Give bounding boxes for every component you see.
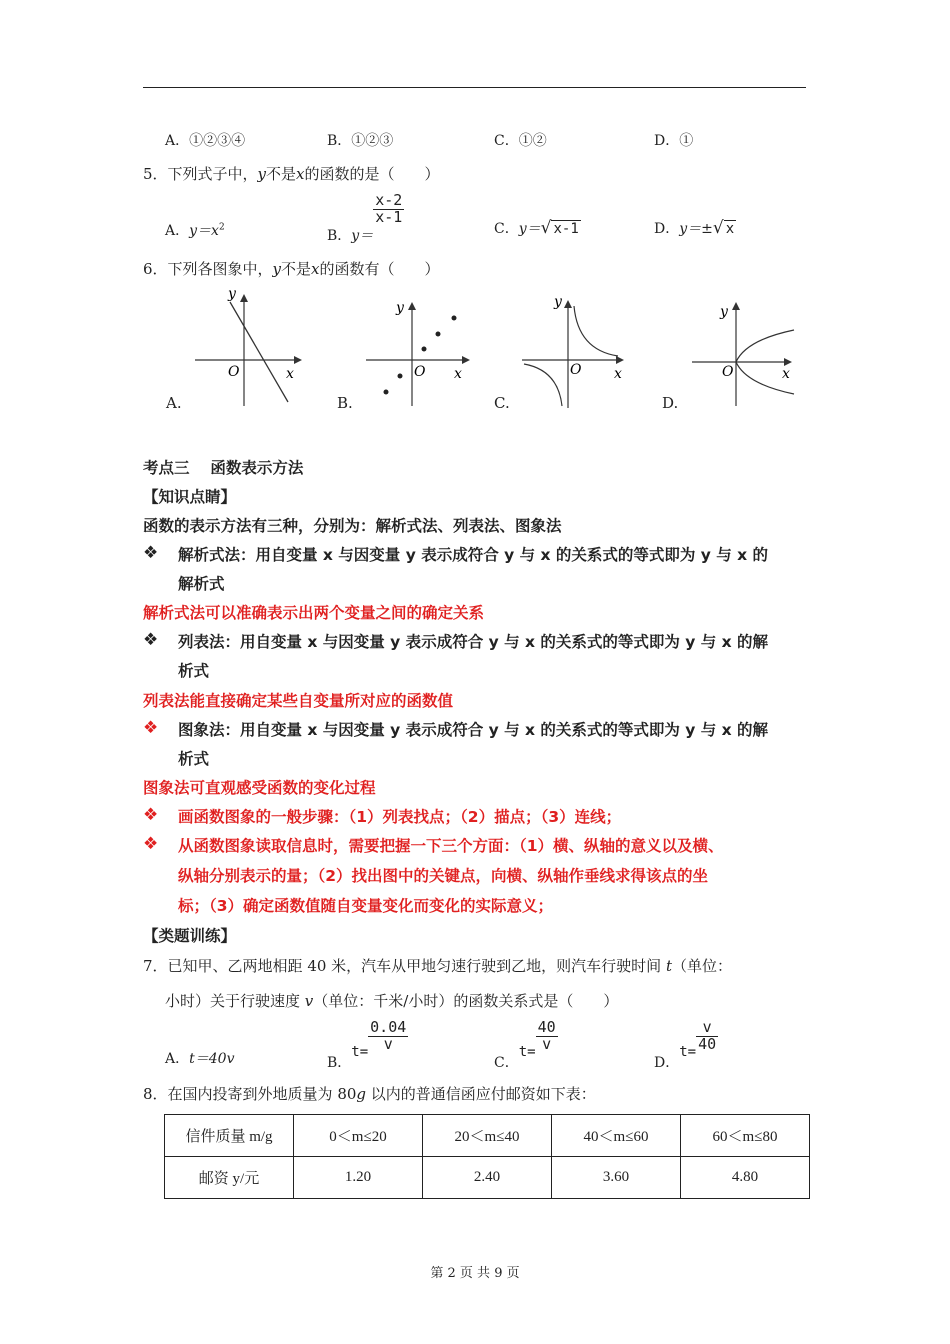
q6-option-c[interactable]: C. [494,394,510,412]
bullet-icon: ❖ [143,543,159,563]
q4-option-c[interactable]: C．①② [494,133,547,149]
table-cell: 60＜m≤80 [681,1115,810,1157]
q5-option-b[interactable]: B．y＝ $\frac{x-2}{x-1}$ [327,191,403,245]
bullet-1-line-2: 解析式 [178,575,225,593]
table-cell: 4.80 [681,1157,810,1199]
svg-text:y: y [396,300,404,316]
bullet-5-line-1: 从函数图象读取信息时，需要把握一下三个方面：（1）横、纵轴的意义以及横、 [178,837,724,855]
red-note-2: 列表法能直接确定某些自变量所对应的函数值 [143,692,454,710]
q7-stem-line-1: 7．已知甲、乙两地相距 40 米，汽车从甲地匀速行驶到乙地，则汽车行驶时间 t（单位： [143,957,732,975]
bullet-icon: ❖ [143,805,159,825]
svg-text:x: x [614,366,622,382]
header-rule [143,87,806,88]
q5-option-a[interactable]: A．$y=x^2$ [165,222,225,239]
svg-text:x: x [782,366,790,382]
svg-text:O: O [722,364,734,380]
axis-x-label: x [286,366,294,382]
table-cell: 0＜m≤20 [294,1115,423,1157]
svg-text:O: O [414,364,426,380]
page-footer: 第 2 页 共 9 页 [430,1266,520,1281]
origin-label: O [228,364,240,380]
q6-option-a[interactable]: A. [166,394,182,412]
q4-option-a[interactable]: A．①②③④ [165,133,246,149]
bullet-5-line-2: 纵轴分别表示的量；（2）找出图中的关键点，向横、纵轴作垂线求得该点的坐 [178,867,709,885]
intro-text: 函数的表示方法有三种，分别为：解析式法、列表法、图象法 [143,517,562,535]
q8-stem: 8．在国内投寄到外地质量为 80g 以内的普通信函应付邮资如下表： [143,1085,596,1103]
table-cell: 邮资 y/元 [165,1157,294,1199]
q7-option-c[interactable]: C．t= $\frac{40}{v}$ [494,1018,556,1072]
table-cell: 3.60 [552,1157,681,1199]
red-note-1: 解析式法可以准确表示出两个变量之间的确定关系 [143,604,485,622]
q7-option-a[interactable]: A．t＝40v [165,1051,235,1067]
bullet-2-line-2: 析式 [178,662,210,680]
table-row [165,1115,810,1157]
bullet-3-line-1: 图象法：用自变量 x 与因变量 y 表示成符合 y 与 x 的关系式的等式即为 y 与 x 的解 [178,721,769,739]
q4-option-b[interactable]: B．①②③ [327,133,394,149]
table-cell: 1.20 [294,1157,423,1199]
q7-option-b[interactable]: B．t= $\frac{0.04}{v}$ [327,1018,407,1072]
q7-option-d[interactable]: D．t= $\frac{v}{40}$ [654,1018,717,1072]
svg-text:y: y [554,294,562,310]
graph-d [688,294,800,414]
graph-c [518,290,634,414]
graph-b [362,284,482,410]
graph-a [190,284,320,410]
bullet-icon: ❖ [143,718,159,738]
bullet-icon: ❖ [143,834,159,854]
table-cell: 40＜m≤60 [552,1115,681,1157]
bullet-1-line-1: 解析式法：用自变量 x 与因变量 y 表示成符合 y 与 x 的关系式的等式即为 y 与 x 的 [178,546,769,564]
red-note-3: 图象法可直观感受函数的变化过程 [143,779,376,797]
bullet-4: 画函数图象的一般步骤：（1）列表找点；（2）描点；（3）连线； [178,808,622,826]
axis-y-label: y [228,286,236,302]
table-row [165,1157,810,1199]
svg-text:x: x [454,366,462,382]
bullet-3-line-2: 析式 [178,750,210,768]
bullet-2-line-1: 列表法：用自变量 x 与因变量 y 表示成符合 y 与 x 的关系式的等式即为 y 与 x 的解 [178,633,769,651]
knowledge-header: 【知识点睛】 [143,488,237,506]
table-cell: 20＜m≤40 [423,1115,552,1157]
q5-stem: 5．下列式子中，y不是x的函数的是（ ） [143,165,440,183]
q5-option-d[interactable]: D．y＝±√ x [654,218,735,238]
svg-text:y: y [720,304,728,320]
bullet-5-line-3: 标；（3）确定函数值随自变量变化而变化的实际意义； [178,897,554,915]
svg-text:O: O [570,362,582,378]
table-cell: 信件质量 m/g [165,1115,294,1157]
table-cell: 2.40 [423,1157,552,1199]
q6-option-b[interactable]: B. [337,394,353,412]
q5-option-c[interactable]: C．y＝√ x-1 [494,218,579,238]
q6-stem: 6．下列各图象中，y不是x的函数有（ ） [143,260,440,278]
postage-table [164,1114,810,1199]
q7-stem-line-2: 小时）关于行驶速度 v（单位：千米/小时）的函数关系式是（ ） [165,992,619,1010]
q6-option-d[interactable]: D. [662,394,679,412]
section-title: 考点三 函数表示方法 [143,459,304,477]
q4-option-d[interactable]: D．① [654,133,694,149]
practice-header: 【类题训练】 [143,927,237,945]
bullet-icon: ❖ [143,630,159,650]
